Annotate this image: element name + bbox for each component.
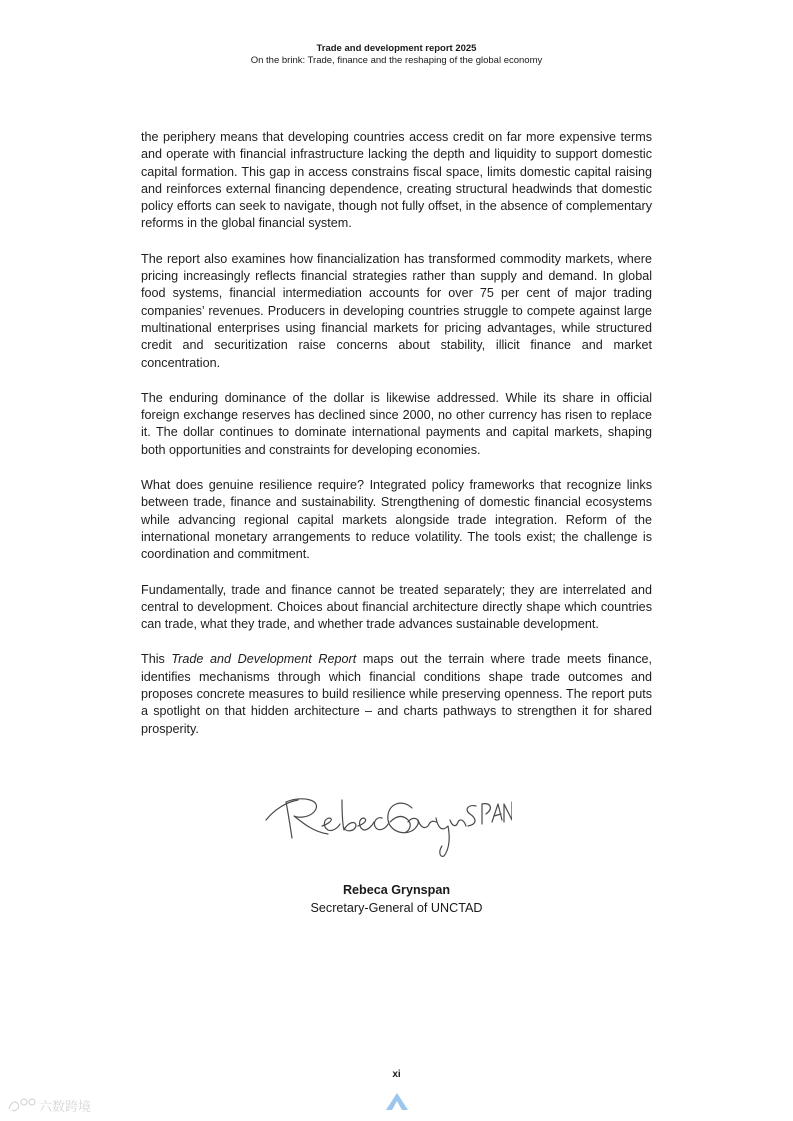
report-subtitle: On the brink: Trade, finance and the reshaping of the global economy xyxy=(250,55,543,66)
paragraph-suffix: maps out the terrain where trade meets finance, identifies mechanisms through which financial conditions shape trade outcomes and proposes concrete measures to build resilience while preserving openness. The report puts a spotlight on that hidden architecture – and charts pathways to strengthen it for shared prosperity. xyxy=(141,652,652,736)
paragraph: the periphery means that developing countries access credit on far more expensive terms and operate with financial infrastructure lacking the depth and liquidity to support domestic capital formation. This gap in access constrains fiscal space, limits domestic capital raising and reinforces external financing dependence, creating structural headwinds that domestic policy efforts can seek to navigate, though not fully offset, in the absence of complementary reforms in the global financial system. xyxy=(141,130,652,231)
paragraph-closing xyxy=(141,651,652,737)
paragraph: The enduring dominance of the dollar is likewise addressed. While its share in official foreign exchange reserves has declined since 2000, no other currency has risen to replace it. The dollar continues to dominate international payments and capital markets, shaping both opportunities and constraints for developing economies. xyxy=(141,390,652,457)
paragraph: Fundamentally, trade and finance cannot be treated separately; they are interrelated and central to development. Choices about financial architecture directly shape which countries can trade, what they trade, and whether trade advances sustainable development. xyxy=(141,582,652,632)
paragraph-prefix: This xyxy=(141,652,172,667)
signatory-block xyxy=(0,881,793,917)
page-header xyxy=(0,43,793,67)
report-title-italic: Trade and Development Report xyxy=(171,652,357,667)
signatory-name: Rebeca Grynspan xyxy=(342,883,451,897)
page-number: xi xyxy=(392,1069,401,1080)
signatory-role: Secretary-General of UNCTAD xyxy=(310,901,483,915)
watermark-logo-icon xyxy=(6,1094,116,1116)
paragraph: What does genuine resilience require? Integrated policy frameworks that recognize links between trade, finance and sustainability. Strengthening of domestic financial ecosystems while advancing regional capital markets alongside trade integration. Reform of the international monetary arrangements to reduce volatility. The tools exist; the challenge is coordination and commitment. xyxy=(141,478,652,562)
report-title: Trade and development report 2025 xyxy=(316,43,477,54)
paragraph: The report also examines how financialization has transformed commodity markets, where pricing increasingly reflects financial strategies rather than supply and demand. In global food systems, financial intermediation accounts for over 75 per cent of major trading companies’ revenues. Producers in developing countries struggle to compete against large multinational enterprises using financial markets for pricing advantages, while structured credit and securitization raise concerns about stability, illicit finance and market concentration. xyxy=(141,251,652,370)
body-text xyxy=(141,129,652,756)
chevron-up-icon[interactable] xyxy=(383,1088,411,1114)
svg-text:六数跨境: 六数跨境 xyxy=(39,1100,92,1115)
handwritten-signature-icon xyxy=(262,790,512,865)
